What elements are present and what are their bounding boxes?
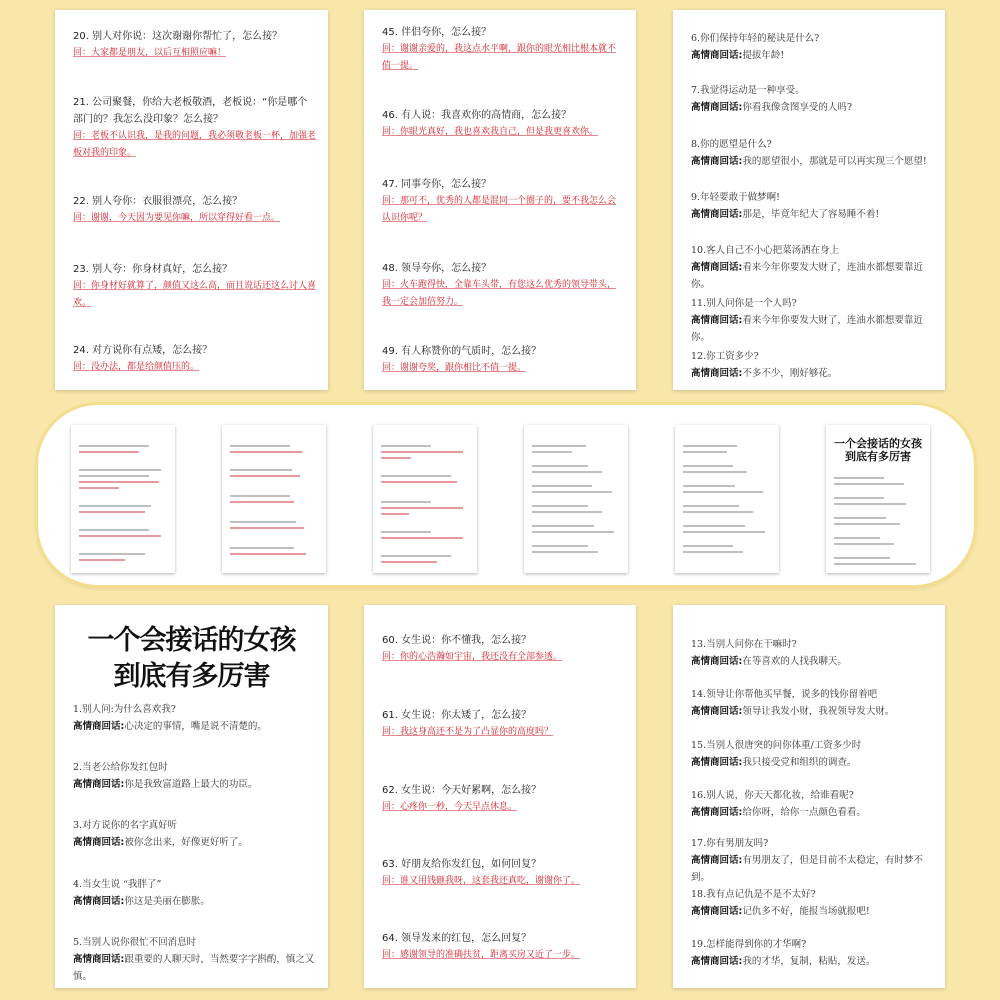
answer-label: 高情商回话: [691, 706, 743, 717]
answer-label: 高情商回话: [691, 262, 743, 273]
answer-text: 回：没办法，都是给颜值压的。 [73, 362, 200, 372]
answer-text: 回：谢谢亲爱的，我这点水平啊，跟你的眼光相比根本就不值一提。 [382, 44, 617, 71]
qa-item [73, 193, 316, 227]
answer-text [691, 653, 933, 670]
question-text: 62. 女生说：今天好累啊，怎么接？ [382, 785, 542, 796]
question-text: 8.你的愿望是什么? [691, 139, 772, 150]
question-text: 21. 公司聚餐，你给大老板敬酒，老板说：“你是哪个部门的？我怎么没印象？怎么接？ [73, 97, 308, 125]
qa-item [691, 189, 933, 223]
answer-body: 不多不少，刚好够花。 [742, 368, 838, 379]
qa-item [691, 737, 933, 771]
question-text: 24. 对方说你有点矮，怎么接？ [73, 345, 213, 356]
answer-text [691, 365, 933, 382]
page-card-1 [55, 10, 328, 390]
answer-text: 回：那可不，优秀的人都是混同一个圈子的，要不我怎么会认识你呢？ [382, 196, 617, 223]
answer-label: 高情商回话: [691, 656, 743, 667]
question-text: 19.怎样能得到你的才华啊? [691, 939, 807, 950]
answer-text [691, 153, 933, 170]
question-text: 47. 同事夸你，怎么接？ [382, 179, 492, 190]
answer-text: 回：我这身高还不是为了凸显你的高度吗？ [382, 727, 554, 737]
page-card-2 [364, 10, 636, 390]
question-text: 7.我觉得运动是一种享受。 [691, 85, 805, 96]
answer-body: 领导让我发小财，我祝领导发大财。 [742, 706, 895, 717]
question-text: 20. 别人对你说：这次谢谢你帮忙了，怎么接？ [73, 31, 283, 42]
answer-label: 高情商回话: [691, 368, 743, 379]
answer-body: 我的愿望很小，那就是可以再实现三个愿望! [742, 156, 927, 167]
question-text: 46. 有人说：我喜欢你的高情商，怎么接？ [382, 110, 572, 121]
qa-item [73, 28, 316, 62]
answer-text [691, 206, 933, 223]
qa-item [73, 701, 316, 735]
answer-body: 你这是美丽在膨胀。 [124, 896, 210, 907]
question-text: 6.你们保持年轻的秘诀是什么? [691, 33, 820, 44]
answer-text [691, 754, 933, 771]
question-text: 45. 伴侣夸你，怎么接？ [382, 27, 492, 38]
answer-label: 高情商回话: [691, 757, 743, 768]
qa-item [382, 782, 624, 816]
answer-body: 给你呀，给你一点颜色看看。 [742, 807, 866, 818]
qa-item [382, 260, 624, 311]
answer-text [691, 953, 933, 970]
qa-item [691, 686, 933, 720]
question-text: 13.当别人问你在干嘛时? [691, 639, 797, 650]
answer-body: 你看我像贪图享受的人吗? [742, 102, 852, 113]
answer-text [73, 951, 316, 985]
answer-body: 我只接受党和组织的调查。 [742, 757, 857, 768]
qa-item [73, 876, 316, 910]
thumbnail-page-2[interactable] [222, 425, 326, 573]
answer-text [691, 99, 933, 116]
answer-text: 回：谁又用钱砸我呀，这套我还真吃，谢谢你了。 [382, 876, 581, 886]
answer-body: 提拔年龄! [742, 50, 785, 61]
answer-text [691, 852, 933, 886]
qa-item [73, 94, 316, 162]
answer-label: 高情商回话: [73, 721, 125, 732]
answer-text: 回：火车跑得快，全靠车头带，有您这么优秀的领导带头，我一定会加倍努力。 [382, 280, 617, 307]
page-card-4 [55, 605, 328, 988]
answer-body: 我的才华，复制，粘贴，发送。 [742, 956, 876, 967]
qa-item [691, 835, 933, 886]
answer-text: 回：谢谢夸奖，跟你相比不值一提。 [382, 363, 527, 373]
qa-item [382, 632, 624, 666]
question-text: 9.年轻要敢于做梦啊! [691, 192, 780, 203]
answer-label: 高情商回话: [691, 156, 743, 167]
answer-text: 回：谢谢，今天因为要见你嘛，所以穿得好看一点。 [73, 213, 281, 223]
answer-body: 跟重要的人聊天时，当然要字字斟酌，慎之又慎。 [73, 954, 315, 982]
qa-item [382, 107, 624, 141]
qa-item [691, 242, 933, 293]
qa-item [691, 295, 933, 346]
answer-text [691, 312, 933, 346]
question-text: 1.别人问:为什么喜欢我? [73, 704, 176, 715]
answer-body: 看来今年你要发大财了，连油水都想要靠近你。 [691, 262, 923, 290]
answer-text: 回：你眼光真好，我也喜欢我自己，但是我更喜欢你。 [382, 127, 599, 137]
qa-item [691, 936, 933, 970]
thumbnail-page-1[interactable] [71, 425, 175, 573]
qa-item [382, 176, 624, 227]
question-text: 12.你工资多少? [691, 351, 759, 362]
answer-label: 高情商回话: [691, 209, 743, 220]
answer-text [691, 259, 933, 293]
answer-body: 有男朋友了，但是目前不太稳定，有时梦不到。 [691, 855, 923, 883]
qa-item [73, 934, 316, 985]
answer-text [73, 893, 316, 910]
qa-item [382, 856, 624, 890]
answer-text [691, 703, 933, 720]
answer-label: 高情商回话: [691, 102, 743, 113]
answer-text [73, 718, 316, 735]
thumbnail-page-4[interactable] [524, 425, 628, 573]
answer-label: 高情商回话: [691, 855, 743, 866]
qa-item [73, 342, 316, 376]
question-text: 15.当别人很唐突的问你体重/工资多少时 [691, 740, 862, 751]
question-text: 14.领导让你帮他买早餐，说多的钱你留着吧 [691, 689, 878, 700]
answer-body: 记仇多不好，能报当场就报吧! [742, 906, 870, 917]
qa-item [73, 817, 316, 851]
answer-text [691, 903, 933, 920]
thumbnail-strip [38, 405, 974, 585]
question-text: 63. 好朋友给你发红包，如何回复？ [382, 859, 542, 870]
answer-label: 高情商回话: [73, 779, 125, 790]
answer-text: 回：你的心浩瀚如宇宙，我还没有全部参透。 [382, 652, 563, 662]
qa-item [691, 348, 933, 382]
answer-text [691, 47, 933, 64]
qa-item [382, 930, 624, 964]
answer-body: 心决定的事情，嘴是说不清楚的。 [124, 721, 267, 732]
answer-label: 高情商回话: [691, 315, 743, 326]
answer-label: 高情商回话: [73, 896, 125, 907]
page-title: 一个会接话的女孩 到底有多厉害 [87, 625, 296, 692]
qa-item [73, 261, 316, 312]
question-text: 22. 别人夸你：衣服很漂亮，怎么接？ [73, 196, 243, 207]
question-text: 18.我有点记仇是不是不太好? [691, 889, 816, 900]
page-card-5 [364, 605, 636, 988]
question-text: 16.别人说，你天天都化妆，给谁看呢? [691, 790, 854, 801]
qa-item [382, 343, 624, 377]
thumbnail-title: 一个会接话的女孩 到底有多厉害 [834, 437, 922, 463]
qa-item [73, 759, 316, 793]
answer-body: 那是，毕竟年纪大了容易睡不着! [742, 209, 880, 220]
answer-text [691, 804, 933, 821]
question-text: 17.你有男朋友吗? [691, 838, 769, 849]
answer-label: 高情商回话: [691, 906, 743, 917]
qa-item [691, 82, 933, 116]
question-text: 23. 别人夸：你身材真好，怎么接？ [73, 264, 233, 275]
answer-label: 高情商回话: [73, 954, 125, 965]
question-text: 49. 有人称赞你的气质时，怎么接？ [382, 346, 542, 357]
answer-text: 回：大家都是朋友，以后互相照应嘛！ [73, 48, 227, 58]
qa-item [691, 636, 933, 670]
answer-text [73, 834, 316, 851]
answer-body: 被你念出来，好像更好听了。 [124, 837, 248, 848]
page-card-6 [673, 605, 945, 988]
answer-text: 回：感谢领导的准确扶贫，距离买房又近了一步。 [382, 950, 581, 960]
answer-text: 回：你身材好就算了，颜值又这么高，而且说话还这么讨人喜欢。 [73, 281, 317, 308]
qa-item [382, 707, 624, 741]
question-text: 2.当老公给你发红包时 [73, 762, 168, 773]
thumbnail-page-3[interactable] [373, 425, 477, 573]
question-text: 5.当别人说你很忙不回消息时 [73, 937, 197, 948]
answer-body: 在等喜欢的人找我聊天。 [742, 656, 847, 667]
answer-text: 回：老板不认识我，是我的问题，我必须敬老板一杯，加强老板对我的印象。 [73, 131, 317, 158]
qa-item [691, 136, 933, 170]
qa-item [691, 886, 933, 920]
answer-label: 高情商回话: [691, 50, 743, 61]
question-text: 10.客人自己不小心把菜汤洒在身上 [691, 245, 840, 256]
thumbnail-page-6[interactable] [826, 425, 930, 573]
answer-label: 高情商回话: [691, 807, 743, 818]
answer-text: 回：心疼你一秒，今天早点休息。 [382, 802, 518, 812]
answer-body: 看来今年你要发大财了，连油水都想要靠近你。 [691, 315, 923, 343]
qa-item [382, 24, 624, 75]
qa-item [691, 787, 933, 821]
question-text: 3.对方说你的名字真好听 [73, 820, 178, 831]
question-text: 64. 领导发来的红包，怎么回复？ [382, 933, 532, 944]
question-text: 60. 女生说：你不懂我，怎么接？ [382, 635, 532, 646]
qa-item [691, 30, 933, 64]
thumbnail-page-5[interactable] [675, 425, 779, 573]
answer-label: 高情商回话: [73, 837, 125, 848]
answer-body: 你是我致富道路上最大的功臣。 [124, 779, 258, 790]
question-text: 48. 领导夸你，怎么接？ [382, 263, 492, 274]
question-text: 11.别人问你是一个人吗? [691, 298, 797, 309]
question-text: 4.当女生说 “我胖了” [73, 879, 162, 890]
answer-text [73, 776, 316, 793]
answer-label: 高情商回话: [691, 956, 743, 967]
page-card-3 [673, 10, 945, 390]
question-text: 61. 女生说：你太矮了，怎么接？ [382, 710, 532, 721]
